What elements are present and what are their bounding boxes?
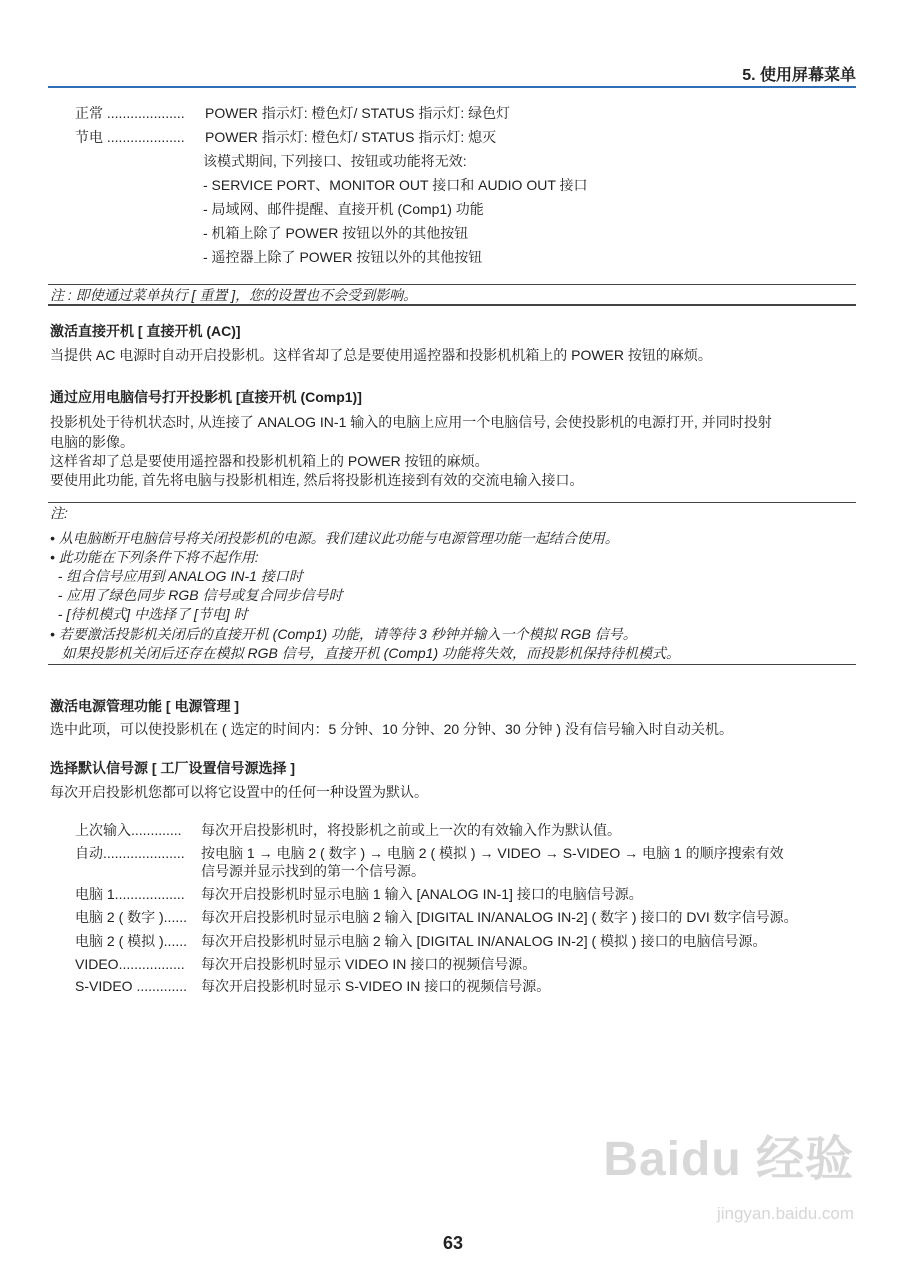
mode-value: POWER 指示灯: 橙色灯/ STATUS 指示灯: 熄灭 [205, 129, 497, 145]
header-rule [48, 86, 856, 88]
mode-extra: - SERVICE PORT、MONITOR OUT 接口和 AUDIO OUT 接口 [203, 177, 588, 193]
note-item: • 若要激活投影机关闭后的直接开机 (Comp1) 功能，请等待 3 秒钟并输入一个模拟 RGB 信号。 [50, 626, 637, 642]
mode-extra: - 遥控器上除了 POWER 按钮以外的其他按钮 [203, 249, 483, 265]
section-heading: 选择默认信号源 [ 工厂设置信号源选择 ] [50, 760, 295, 776]
mode-extra: - 机箱上除了 POWER 按钮以外的其他按钮 [203, 225, 469, 241]
source-value-cont: 信号源并显示找到的第一个信号源。 [201, 863, 425, 879]
source-key: VIDEO................. [75, 956, 185, 972]
source-row [75, 977, 550, 995]
mode-key: 正常 .................... [75, 105, 185, 121]
note-rule [48, 502, 856, 503]
source-value: 每次开启投影机时显示电脑 2 输入 [DIGITAL IN/ANALOG IN-2] ( 数字 ) 接口的 DVI 数字信号源。 [201, 909, 798, 925]
section-text: 选中此项，可以使投影机在 ( 选定的时间内：5 分钟、10 分钟、20 分钟、30 分钟 ) 没有信号输入时自动关机。 [50, 721, 733, 737]
source-row [75, 821, 621, 839]
note-item: - [待机模式] 中选择了 [节电] 时 [50, 606, 248, 622]
note-item: • 从电脑断开电脑信号将关闭投影机的电源。我们建议此功能与电源管理功能一起结合使用。 [50, 530, 619, 546]
mode-row [75, 104, 510, 122]
source-row [75, 885, 643, 903]
source-key: 电脑 1.................. [75, 886, 185, 902]
section-heading: 激活直接开机 [ 直接开机 (AC)] [50, 323, 241, 339]
mode-extra: - 局域网、邮件提醒、直接开机 (Comp1) 功能 [203, 201, 484, 217]
source-key: S-VIDEO ............. [75, 978, 188, 994]
source-row [75, 955, 536, 973]
source-value: 每次开启投影机时显示 S-VIDEO IN 接口的视频信号源。 [201, 978, 551, 994]
note-item: - 应用了绿色同步 RGB 信号或复合同步信号时 [50, 587, 343, 603]
source-key: 电脑 2 ( 模拟 )...... [75, 933, 188, 949]
reset-note: 注 : 即使通过菜单执行 [ 重置 ]，您的设置也不会受到影响。 [50, 287, 418, 303]
section-text: 这样省却了总是要使用遥控器和投影机机箱上的 POWER 按钮的麻烦。 [50, 453, 489, 469]
section-text: 电脑的影像。 [50, 434, 134, 450]
note-label: 注: [50, 505, 68, 521]
page-number: 63 [442, 1233, 464, 1253]
note-item: - 组合信号应用到 ANALOG IN-1 接口时 [50, 568, 303, 584]
section-text: 当提供 AC 电源时自动开启投影机。这样省却了总是要使用遥控器和投影机机箱上的 POWER 按钮的麻烦。 [50, 347, 712, 363]
mode-extra: 该模式期间, 下列接口、按钮或功能将无效: [203, 153, 467, 169]
mode-value: POWER 指示灯: 橙色灯/ STATUS 指示灯: 绿色灯 [205, 105, 511, 121]
note-rule [48, 664, 856, 665]
source-row [75, 908, 798, 926]
source-row [75, 844, 784, 862]
source-value: 按电脑 1 → 电脑 2 ( 数字 ) → 电脑 2 ( 模拟 ) → VIDEO → S-VIDEO → 电脑 1 的顺序搜索有效 [201, 845, 784, 861]
section-text: 投影机处于待机状态时, 从连接了 ANALOG IN-1 输入的电脑上应用一个电脑信号, 会使投影机的电源打开, 并同时投射 [50, 414, 772, 430]
source-value: 每次开启投影机时显示电脑 1 输入 [ANALOG IN-1] 接口的电脑信号源。 [201, 886, 643, 902]
chapter-title: 5. 使用屏幕菜单 [742, 67, 856, 84]
section-heading: 通过应用电脑信号打开投影机 [直接开机 (Comp1)] [50, 389, 362, 405]
source-value: 每次开启投影机时显示 VIDEO IN 接口的视频信号源。 [201, 956, 537, 972]
source-key: 自动..................... [75, 845, 185, 861]
note-item: 如果投影机关闭后还存在模拟 RGB 信号，直接开机 (Comp1) 功能将失效，而投影机保持待机模式。 [50, 645, 681, 661]
watermark-logo: Baidu 经验 [603, 1133, 854, 1186]
source-row [75, 932, 766, 950]
section-text: 要使用此功能, 首先将电脑与投影机相连, 然后将投影机连接到有效的交流电输入接口。 [50, 472, 584, 488]
source-value: 每次开启投影机时，将投影机之前或上一次的有效输入作为默认值。 [201, 822, 621, 838]
section-text: 每次开启投影机您都可以将它设置中的任何一种设置为默认。 [50, 784, 428, 800]
watermark-url: jingyan.baidu.com [716, 1204, 854, 1223]
source-key: 电脑 2 ( 数字 )...... [75, 909, 188, 925]
source-value: 每次开启投影机时显示电脑 2 输入 [DIGITAL IN/ANALOG IN-2] ( 模拟 ) 接口的电脑信号源。 [201, 933, 767, 949]
mode-row [75, 128, 496, 146]
source-key: 上次输入............. [75, 822, 182, 838]
section-heading: 激活电源管理功能 [ 电源管理 ] [50, 698, 239, 714]
mode-key: 节电 .................... [75, 129, 185, 145]
note-rule [48, 304, 856, 306]
note-item: • 此功能在下列条件下将不起作用: [50, 549, 259, 565]
note-rule [48, 284, 856, 285]
